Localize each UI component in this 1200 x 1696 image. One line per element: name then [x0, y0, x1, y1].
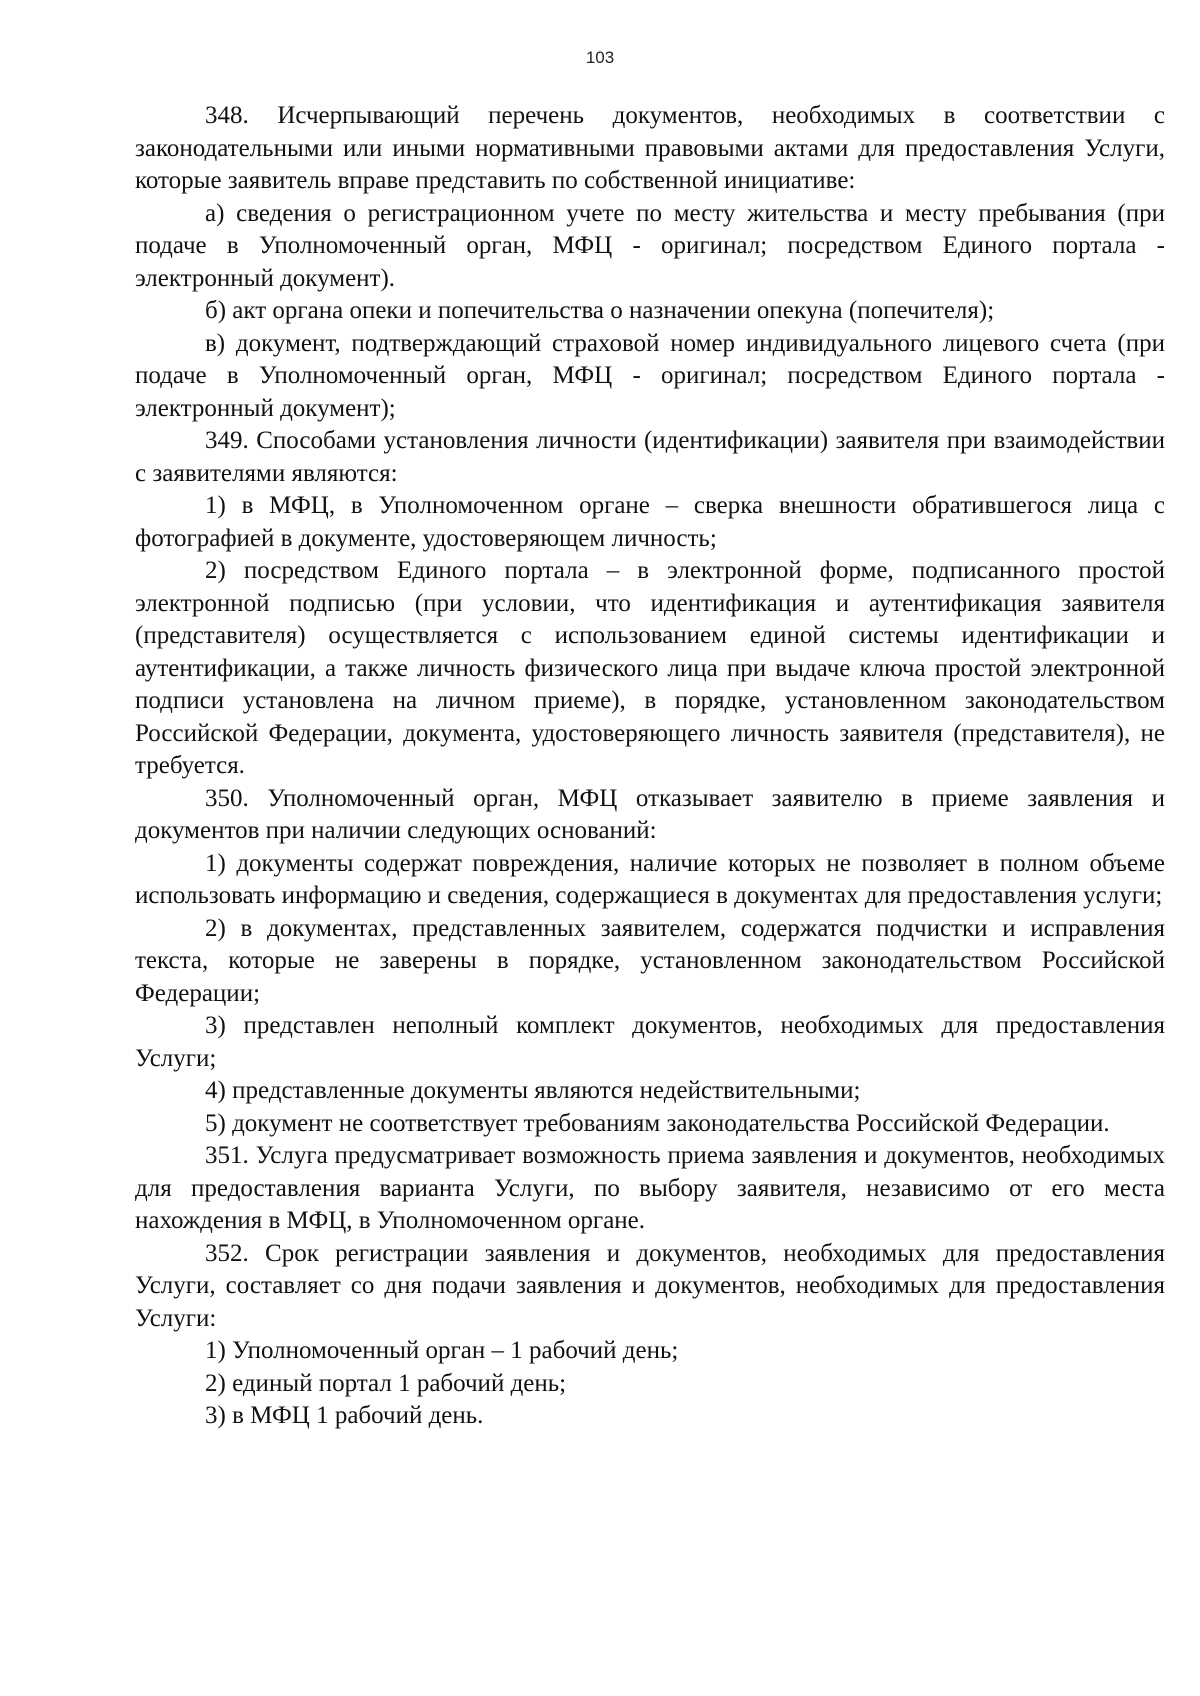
- paragraph-348-b: б) акт органа опеки и попечительства о назначении опекуна (попечителя);: [205, 297, 995, 324]
- paragraph-350-4: 4) представленные документы являются недействительными;: [205, 1077, 861, 1104]
- paragraph-350-3: 3) представлен неполный комплект документов, необходимых для предоставления Услуги;: [135, 1012, 1165, 1072]
- paragraph-350: 350. Уполномоченный орган, МФЦ отказывает заявителю в приеме заявления и документов при наличии следующих оснований:: [135, 784, 1165, 844]
- paragraph-352-3: 3) в МФЦ 1 рабочий день.: [205, 1402, 484, 1429]
- paragraph-352-1: 1) Уполномоченный орган – 1 рабочий день;: [205, 1337, 679, 1364]
- paragraph-349-2: 2) посредством Единого портала – в электронной форме, подписанного простой электронной подписью (при условии, что идентификация и аутентификация заявителя (представителя) осуществляется с использованием единой системы идентификации и аутентификации, а также личность физического лица при выдаче ключа простой электронной подписи установлена на личном приеме), в порядке, установленном законодательством Российской Федерации, документа, удостоверяющего личность заявителя (представителя), не требуется.: [135, 557, 1165, 779]
- paragraph-349: 349. Способами установления личности (идентификации) заявителя при взаимодействии с заявителями являются:: [135, 427, 1165, 487]
- paragraph-352: 352. Срок регистрации заявления и документов, необходимых для предоставления Услуги, составляет со дня подачи заявления и документов, необходимых для предоставления Услуги:: [135, 1239, 1165, 1332]
- paragraph-351: 351. Услуга предусматривает возможность приема заявления и документов, необходимых для предоставления варианта Услуги, по выбору заявителя, независимо от его места нахождения в МФЦ, в Уполномоченном органе.: [135, 1142, 1165, 1234]
- paragraph-350-2: 2) в документах, представленных заявителем, содержатся подчистки и исправления текста, которые не заверены в порядке, установленном законодательством Российской Федерации;: [135, 914, 1165, 1007]
- paragraph-348-a: а) сведения о регистрационном учете по месту жительства и месту пребывания (при подаче в Уполномоченный орган, МФЦ - оригинал; посредством Единого портала - электронный документ).: [135, 199, 1165, 292]
- paragraph-348: 348. Исчерпывающий перечень документов, необходимых в соответствии с законодательными или иными нормативными правовыми актами для предоставления Услуги, которые заявитель вправе представить по собственной инициативе:: [135, 102, 1165, 194]
- document-body: [135, 100, 1165, 1433]
- paragraph-350-1: 1) документы содержат повреждения, наличие которых не позволяет в полном объеме использовать информацию и сведения, содержащиеся в документах для предоставления услуги;: [135, 849, 1165, 909]
- paragraph-352-2: 2) единый портал 1 рабочий день;: [205, 1369, 567, 1397]
- paragraph-350-5: 5) документ не соответствует требованиям законодательства Российской Федерации.: [205, 1109, 1110, 1137]
- paragraph-349-1: 1) в МФЦ, в Уполномоченном органе – сверка внешности обратившегося лица с фотографией в документе, удостоверяющем личность;: [135, 492, 1165, 552]
- paragraph-348-v: в) документ, подтверждающий страховой номер индивидуального лицевого счета (при подаче в Уполномоченный орган, МФЦ - оригинал; посредством Единого портала - электронный документ);: [135, 329, 1165, 422]
- page-number: 103: [585, 48, 615, 67]
